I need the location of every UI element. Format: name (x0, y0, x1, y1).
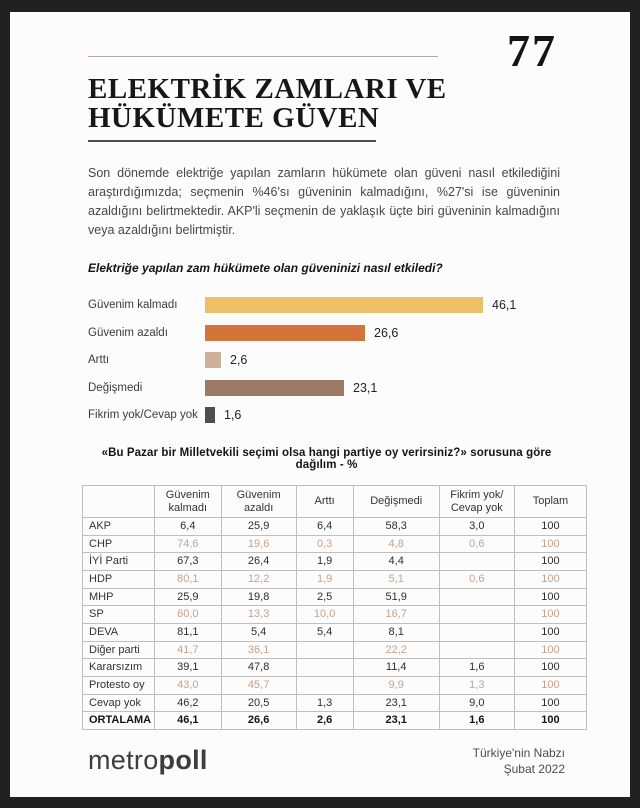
value-cell: 13,3 (221, 606, 296, 624)
party-name-cell: Kararsızım (83, 659, 155, 677)
value-cell: 26,4 (221, 553, 296, 571)
report-page (10, 12, 630, 797)
table-header-cell: Arttı (296, 485, 353, 517)
party-name-cell: SP (83, 606, 155, 624)
value-cell (439, 588, 514, 606)
table-row (83, 606, 587, 624)
table-row (83, 712, 587, 730)
value-cell: 0,6 (439, 571, 514, 589)
value-cell: 100 (514, 606, 586, 624)
table-row (83, 694, 587, 712)
value-cell: 1,9 (296, 571, 353, 589)
value-cell: 81,1 (155, 624, 222, 642)
table-row (83, 588, 587, 606)
logo-bold: poll (158, 745, 208, 776)
value-cell: 2,5 (296, 588, 353, 606)
bar (205, 407, 215, 423)
table-header-cell: Güvenim kalmadı (155, 485, 222, 517)
chart-row (88, 401, 565, 429)
value-cell: 46,1 (155, 712, 222, 730)
bar-value: 26,6 (374, 325, 399, 340)
bar (205, 380, 344, 396)
bar-label: Güvenim kalmadı (88, 299, 178, 312)
party-name-cell: AKP (83, 518, 155, 536)
value-cell: 23,1 (353, 694, 439, 712)
bar (205, 297, 483, 313)
party-name-cell: İYİ Parti (83, 553, 155, 571)
value-cell: 5,1 (353, 571, 439, 589)
footer-edition (473, 745, 565, 777)
value-cell: 6,4 (296, 518, 353, 536)
value-cell: 25,9 (221, 518, 296, 536)
value-cell: 5,4 (296, 624, 353, 642)
value-cell: 25,9 (155, 588, 222, 606)
value-cell: 74,6 (155, 535, 222, 553)
value-cell (439, 624, 514, 642)
table-row (83, 553, 587, 571)
value-cell: 9,0 (439, 694, 514, 712)
table-row (83, 659, 587, 677)
value-cell: 45,7 (221, 676, 296, 694)
bar (205, 325, 365, 341)
chart-question: Elektriğe yapılan zam hükümete olan güveninizi nasıl etkiledi? (88, 261, 443, 276)
party-name-cell: MHP (83, 588, 155, 606)
table-row (83, 535, 587, 553)
party-name-cell: Cevap yok (83, 694, 155, 712)
page-number: 77 (507, 25, 557, 76)
value-cell: 11,4 (353, 659, 439, 677)
table-row (83, 624, 587, 642)
value-cell: 39,1 (155, 659, 222, 677)
value-cell (296, 641, 353, 659)
bar-value: 2,6 (230, 353, 248, 368)
value-cell: 100 (514, 641, 586, 659)
page-title-line2: HÜKÜMETE GÜVEN (88, 102, 380, 135)
value-cell: 20,5 (221, 694, 296, 712)
bar-chart (88, 291, 565, 429)
value-cell: 6,4 (155, 518, 222, 536)
value-cell: 0,6 (439, 535, 514, 553)
value-cell: 4,4 (353, 553, 439, 571)
value-cell: 51,9 (353, 588, 439, 606)
value-cell: 100 (514, 694, 586, 712)
party-name-cell: DEVA (83, 624, 155, 642)
table-header-cell: Fikrim yok/ Cevap yok (439, 485, 514, 517)
table-header-row (83, 485, 587, 517)
value-cell: 100 (514, 535, 586, 553)
value-cell: 26,6 (221, 712, 296, 730)
bar-value: 46,1 (492, 298, 517, 313)
value-cell: 1,9 (296, 553, 353, 571)
party-name-cell: ORTALAMA (83, 712, 155, 730)
footer-edition-line2: Şubat 2022 (503, 761, 565, 776)
value-cell: 4,8 (353, 535, 439, 553)
value-cell: 43,0 (155, 676, 222, 694)
value-cell: 100 (514, 571, 586, 589)
chart-row (88, 346, 565, 374)
value-cell: 1,6 (439, 712, 514, 730)
party-name-cell: Diğer parti (83, 641, 155, 659)
bar-label: Fikrim yok/Cevap yok (88, 409, 198, 422)
page-footer (10, 745, 630, 777)
bar-value: 23,1 (353, 380, 378, 395)
value-cell: 12,2 (221, 571, 296, 589)
value-cell: 9,9 (353, 676, 439, 694)
chart-row (88, 374, 565, 402)
value-cell: 47,8 (221, 659, 296, 677)
value-cell: 1,3 (439, 676, 514, 694)
party-name-cell: Protesto oy (83, 676, 155, 694)
bar-label: Değişmedi (88, 381, 143, 394)
value-cell: 1,3 (296, 694, 353, 712)
party-name-cell: CHP (83, 535, 155, 553)
value-cell: 5,4 (221, 624, 296, 642)
page-title-line1: ELEKTRİK ZAMLARI VE (88, 73, 447, 106)
header-rule (88, 56, 438, 57)
value-cell (439, 606, 514, 624)
page-title (88, 75, 565, 133)
value-cell: 100 (514, 624, 586, 642)
table-header-cell: Değişmedi (353, 485, 439, 517)
value-cell (439, 553, 514, 571)
intro-paragraph: Son dönemde elektriğe yapılan zamların hükümete olan güveni nasıl etkilediğini araştırdığımızda; seçmenin %46'sı güveninin kalmadığını, %27'si ise güveninin azaldığını belirtmektedir. AKP'li seçmenin de yaklaşık üçte biri güveninin kalmadığını veya azaldığını belirtmiştir. (88, 166, 560, 237)
value-cell: 36,1 (221, 641, 296, 659)
bar-value: 1,6 (224, 408, 242, 423)
value-cell: 100 (514, 659, 586, 677)
logo-regular: metro (88, 745, 159, 776)
table-header-cell (83, 485, 155, 517)
value-cell: 1,6 (439, 659, 514, 677)
metropoll-logo (88, 745, 208, 776)
value-cell: 8,1 (353, 624, 439, 642)
value-cell: 100 (514, 712, 586, 730)
table-row (83, 571, 587, 589)
value-cell: 19,8 (221, 588, 296, 606)
footer-edition-line1: Türkiye'nin Nabzı (472, 745, 565, 760)
value-cell: 100 (514, 518, 586, 536)
page-header (10, 12, 630, 76)
results-table (82, 485, 587, 730)
value-cell: 67,3 (155, 553, 222, 571)
bar-label: Arttı (88, 354, 110, 367)
bar (205, 352, 221, 368)
table-caption: «Bu Pazar bir Milletvekili seçimi olsa hangi partiye oy verirsiniz?» sorusuna göre dağılım - % (101, 446, 552, 471)
value-cell: 100 (514, 553, 586, 571)
value-cell: 100 (514, 588, 586, 606)
table-row (83, 518, 587, 536)
value-cell: 19,6 (221, 535, 296, 553)
value-cell: 100 (514, 676, 586, 694)
value-cell: 3,0 (439, 518, 514, 536)
value-cell (296, 676, 353, 694)
value-cell: 46,2 (155, 694, 222, 712)
value-cell: 80,1 (155, 571, 222, 589)
table-row (83, 676, 587, 694)
value-cell: 16,7 (353, 606, 439, 624)
chart-row (88, 291, 565, 319)
value-cell: 2,6 (296, 712, 353, 730)
title-underline (88, 140, 376, 142)
value-cell: 23,1 (353, 712, 439, 730)
table-header-cell: Güvenim azaldı (221, 485, 296, 517)
table-row (83, 641, 587, 659)
value-cell: 41,7 (155, 641, 222, 659)
value-cell: 0,3 (296, 535, 353, 553)
value-cell (439, 641, 514, 659)
bar-label: Güvenim azaldı (88, 326, 168, 339)
value-cell: 60,0 (155, 606, 222, 624)
value-cell: 58,3 (353, 518, 439, 536)
value-cell: 22,2 (353, 641, 439, 659)
party-name-cell: HDP (83, 571, 155, 589)
value-cell: 10,0 (296, 606, 353, 624)
table-header-cell: Toplam (514, 485, 586, 517)
value-cell (296, 659, 353, 677)
chart-row (88, 319, 565, 347)
